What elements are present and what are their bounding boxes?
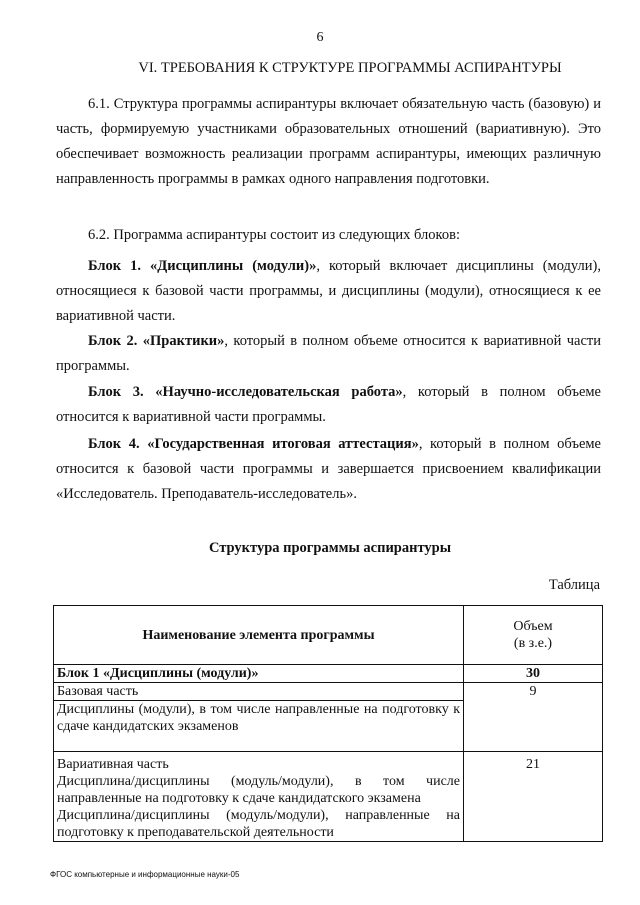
base-part-description: Дисциплины (модули), в том числе направленные на подготовку к сдаче кандидатских экзаменов [54,701,464,752]
variative-part-cell [54,752,464,842]
page-number: 6 [316,30,324,45]
header-volume-unit: (в з.е.) [513,636,553,651]
block-1-row-label: Блок 1 «Дисциплины (модули)» [54,665,464,683]
block-1-text: , который включает дисциплины (модули), относящиеся к базовой части программы, и дисциплины (модули), относящиеся к ее вариативной части. [56,258,601,324]
header-name-cell: Наименование элемента программы [54,606,464,665]
paragraph-6-2: 6.2. Программа аспирантуры состоит из следующих блоков: [88,227,460,243]
block-1-paragraph [56,254,601,329]
table-header-row [54,606,603,665]
block-2-text: , который в полном объеме относится к вариативной части программы. [56,333,601,374]
variative-part-volume: 21 [464,752,603,842]
document-footer: ФГОС компьютерные и информационные науки-05 [50,870,240,879]
block-2-title: Блок 2. «Практики» [88,333,225,349]
paragraph-6-1: 6.1. Структура программы аспирантуры включает обязательную часть (базовую) и часть, формируемую участниками образовательных отношений (вариативную). Это обеспечивает возможность реализации программ аспирантуры, имеющих различную направленность программы в рамках одного направления подготовки. [56,96,601,187]
block-3-text: , который в полном объеме относится к вариативной части программы. [56,384,601,425]
block-4-paragraph [56,432,601,507]
table-row [54,683,603,701]
block-4-title: Блок 4. «Государственная итоговая аттестация» [88,436,419,452]
table-row [54,665,603,683]
block-4-text: , который в полном объеме относится к базовой части программы и завершается присвоением квалификации «Исследователь. Преподаватель-исследователь». [56,436,601,502]
section-heading: VI. ТРЕБОВАНИЯ К СТРУКТУРЕ ПРОГРАММЫ АСПИРАНТУРЫ [138,60,562,76]
base-part-volume: 9 [464,683,603,752]
variative-part-desc-1: Дисциплина/дисциплины (модуль/модули), в том числе направленные на подготовку к сдаче кандидатского экзамена [57,774,460,806]
header-volume-cell [464,606,603,665]
program-structure-table [53,605,603,842]
header-volume-label: Объем [513,619,553,634]
variative-part-label: Вариативная часть [57,757,169,772]
block-1-title: Блок 1. «Дисциплины (модули)» [88,258,317,274]
table-row [54,752,603,842]
block-2-paragraph [56,329,601,379]
base-part-label: Базовая часть [54,683,464,701]
table-title: Структура программы аспирантуры [208,540,452,556]
block-3-paragraph [56,380,601,430]
table-caption: Таблица [548,577,600,593]
block-1-row-volume: 30 [464,665,603,683]
block-3-title: Блок 3. «Научно-исследовательская работа» [88,384,403,400]
variative-part-desc-2: Дисциплина/дисциплины (модуль/модули), направленные на подготовку к преподавательской деятельности [57,808,460,840]
